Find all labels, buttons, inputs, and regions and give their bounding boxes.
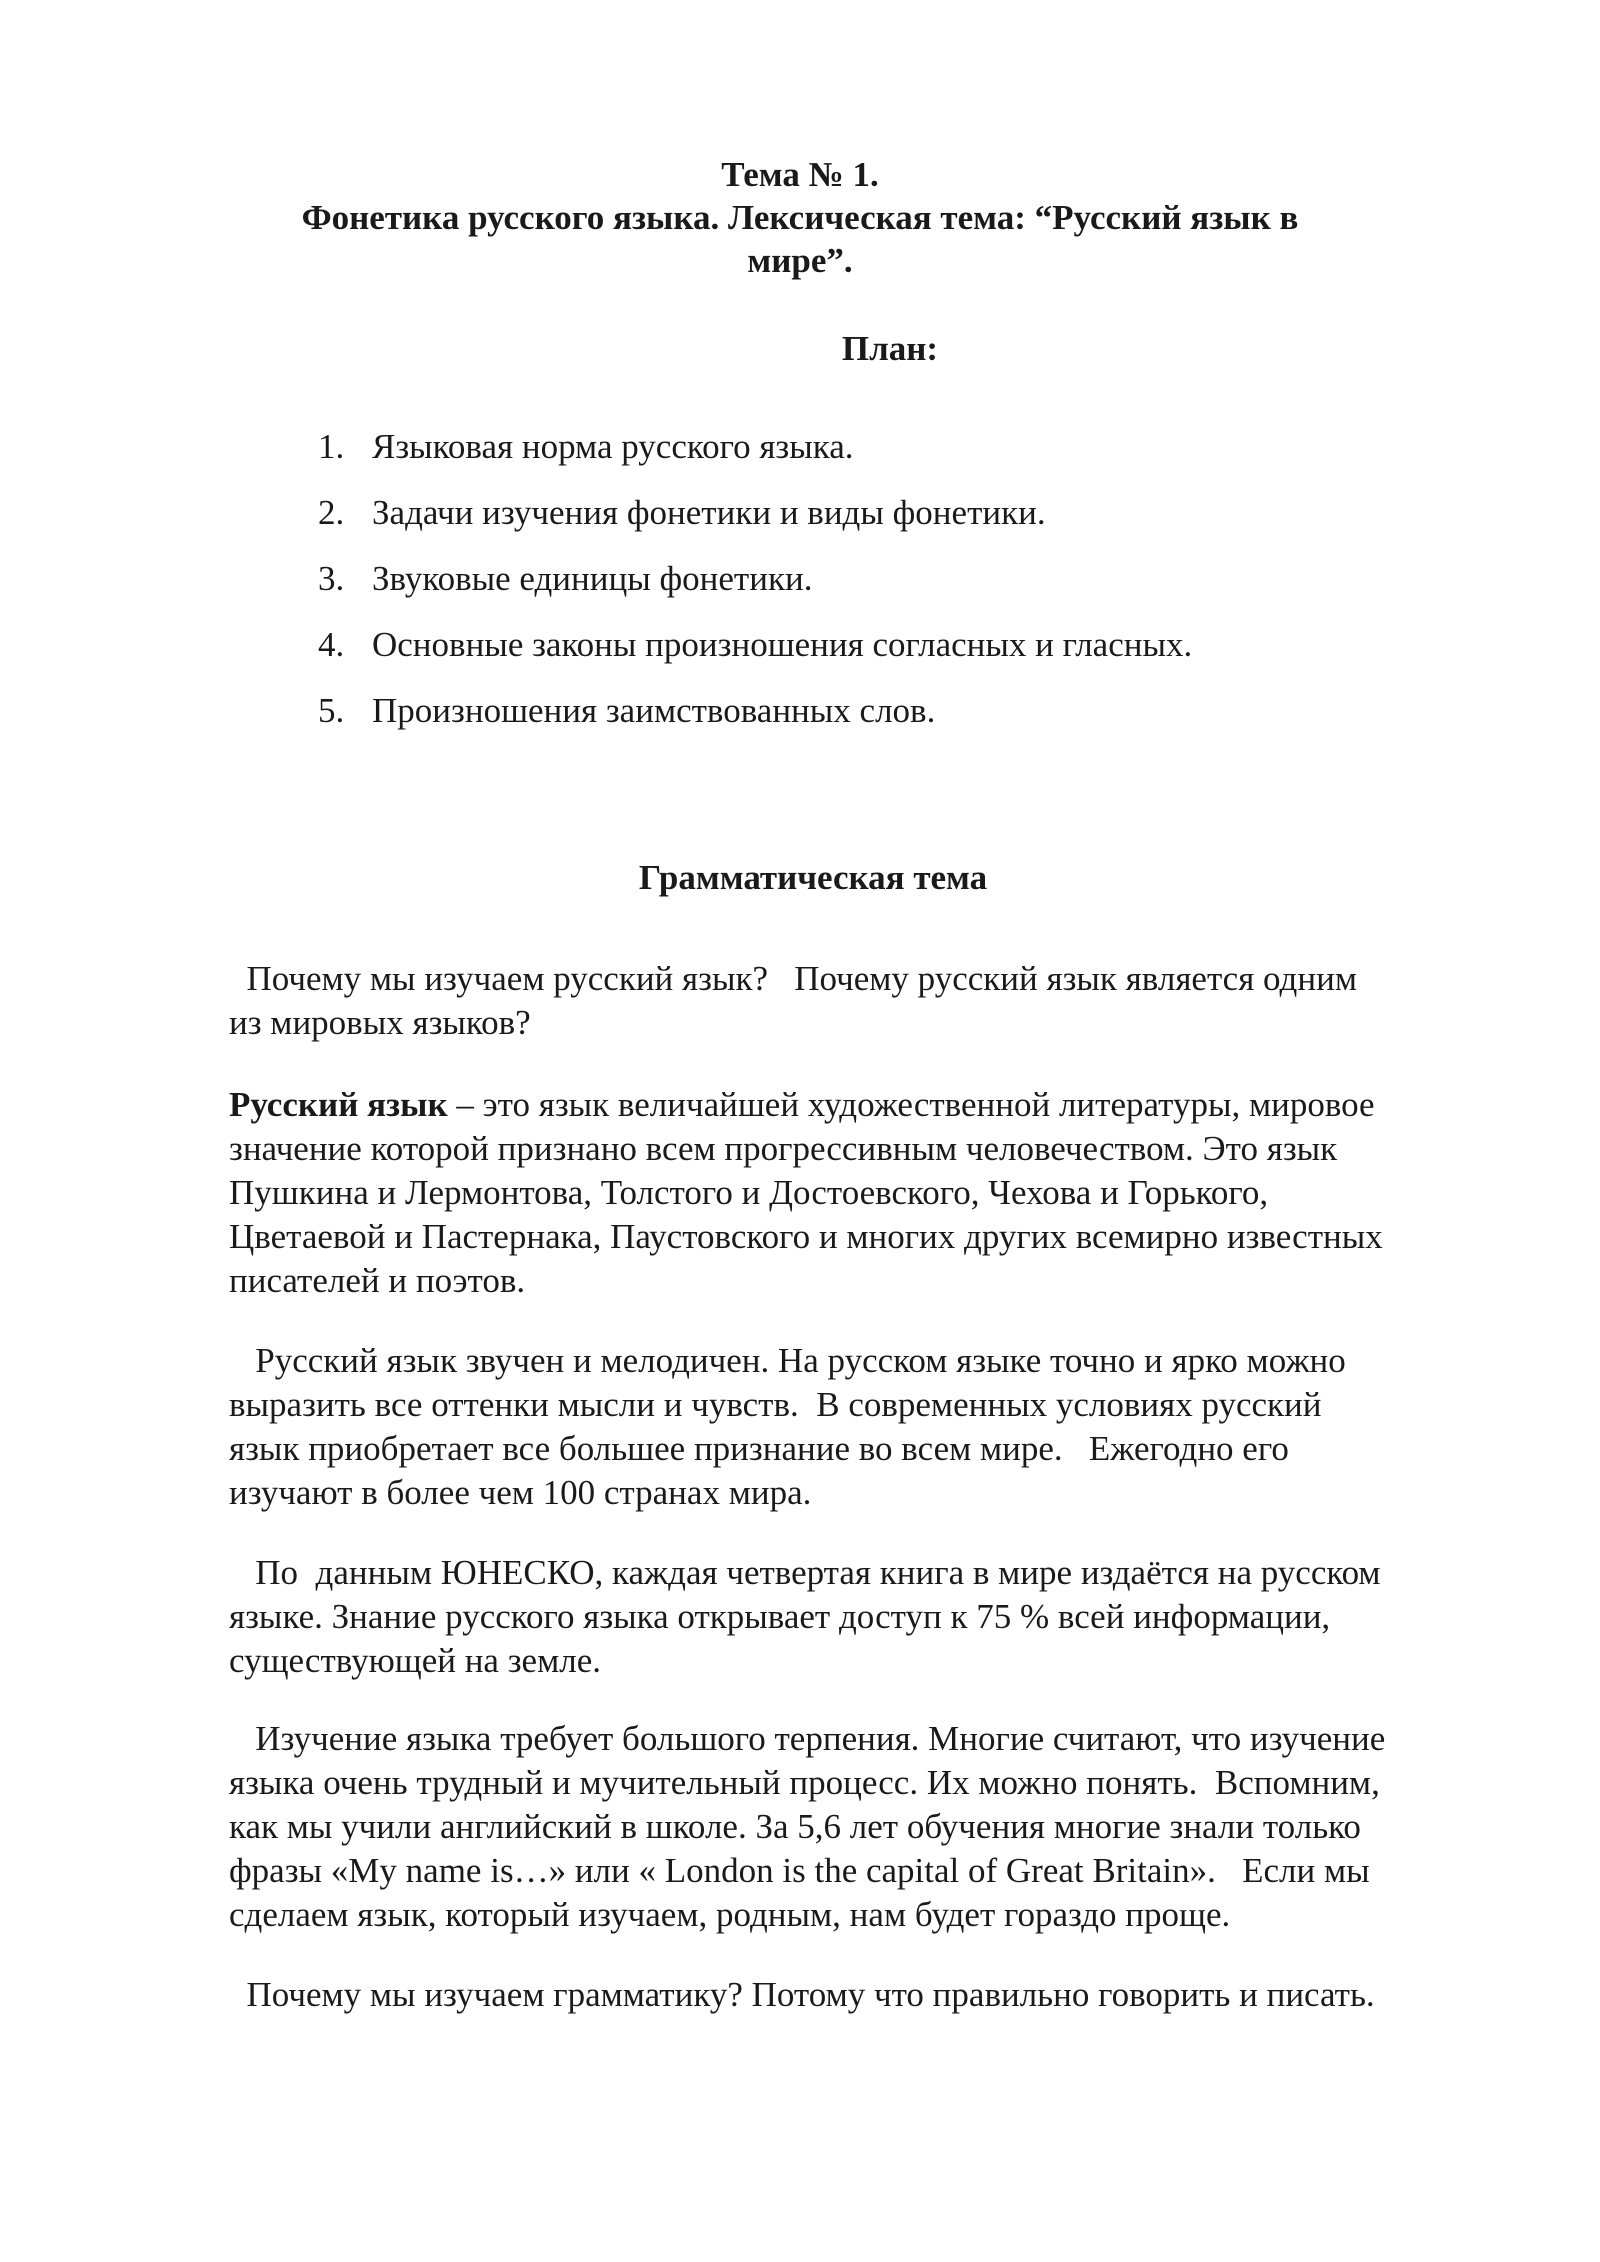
paragraph-line: Изучение языка требует большого терпения. Многие считают, что изучение xyxy=(229,1719,1386,1758)
paragraph-line: существующей на земле. xyxy=(229,1641,601,1680)
plan-item-number: 4. xyxy=(318,625,345,664)
paragraph-unesco xyxy=(229,1551,1529,1683)
paragraph-line xyxy=(229,1083,1529,1127)
plan-list xyxy=(318,425,1192,755)
paragraph-line: языке. Знание русского языка открывает доступ к 75 % всей информации, xyxy=(229,1597,1331,1636)
paragraph-line: Цветаевой и Пастернака, Паустовского и многих других всемирно известных xyxy=(229,1217,1383,1256)
paragraph-line: из мировых языков? xyxy=(229,1003,531,1042)
bold-term: Русский язык xyxy=(229,1085,448,1124)
paragraph-line: значение которой признано всем прогрессивным человечеством. Это язык xyxy=(229,1129,1338,1168)
plan-item xyxy=(318,623,1192,689)
paragraph-grammar-question xyxy=(229,1973,1529,2017)
plan-item-number: 5. xyxy=(318,691,345,730)
paragraph-melodic xyxy=(229,1339,1529,1515)
paragraph-line: По данным ЮНЕСКО, каждая четвертая книга в мире издаётся на русском xyxy=(229,1553,1381,1592)
paragraph-line: писателей и поэтов. xyxy=(229,1261,526,1300)
plan-item-text: Языковая норма русского языка. xyxy=(372,427,854,466)
paragraph-line: фразы «My name is…» или « London is the capital of Great Britain». Если мы xyxy=(229,1851,1370,1890)
paragraph-line: Почему мы изучаем русский язык? Почему русский язык является одним xyxy=(229,959,1357,998)
plan-item-text: Задачи изучения фонетики и виды фонетики. xyxy=(372,493,1046,532)
topic-number: Тема № 1. xyxy=(721,155,879,194)
plan-item-number: 1. xyxy=(318,427,345,466)
plan-item xyxy=(318,425,1192,491)
document-title-line-1: Фонетика русского языка. Лексическая тема: “Русский язык в xyxy=(301,198,1299,237)
paragraph-line: выразить все оттенки мысли и чувств. В современных условиях русский xyxy=(229,1385,1322,1424)
paragraph-line: язык приобретает все большее признание во всем мире. Ежегодно его xyxy=(229,1429,1289,1468)
paragraph-line: как мы учили английский в школе. За 5,6 лет обучения многие знали только xyxy=(229,1807,1361,1846)
paragraph-learning xyxy=(229,1717,1529,1937)
plan-heading: План: xyxy=(841,329,939,368)
paragraph-line: языка очень трудный и мучительный процесс. Их можно понять. Вспомним, xyxy=(229,1763,1380,1802)
plan-item-number: 2. xyxy=(318,493,345,532)
plan-item xyxy=(318,689,1192,755)
paragraph-line: Почему мы изучаем грамматику? Потому что правильно говорить и писать. xyxy=(229,1975,1375,2014)
plan-item-number: 3. xyxy=(318,559,345,598)
paragraph-line: сделаем язык, который изучаем, родным, нам будет гораздо проще. xyxy=(229,1895,1231,1934)
plan-item-text: Произношения заимствованных слов. xyxy=(372,691,936,730)
plan-item xyxy=(318,557,1192,623)
line-text: – это язык величайшей художественной литературы, мировое xyxy=(447,1085,1375,1124)
paragraph-line: изучают в более чем 100 странах мира. xyxy=(229,1473,812,1512)
paragraph-line: Русский язык звучен и мелодичен. На русском языке точно и ярко можно xyxy=(229,1341,1346,1380)
paragraph-questions xyxy=(229,957,1529,1045)
paragraph-russian-language xyxy=(229,1083,1529,1303)
plan-item xyxy=(318,491,1192,557)
plan-item-text: Звуковые единицы фонетики. xyxy=(372,559,813,598)
paragraph-line: Пушкина и Лермонтова, Толстого и Достоевского, Чехова и Горького, xyxy=(229,1173,1269,1212)
document-title-line-2: мире”. xyxy=(747,241,853,280)
plan-item-text: Основные законы произношения согласных и гласных. xyxy=(372,625,1193,664)
grammar-heading: Грамматическая тема xyxy=(638,858,988,897)
